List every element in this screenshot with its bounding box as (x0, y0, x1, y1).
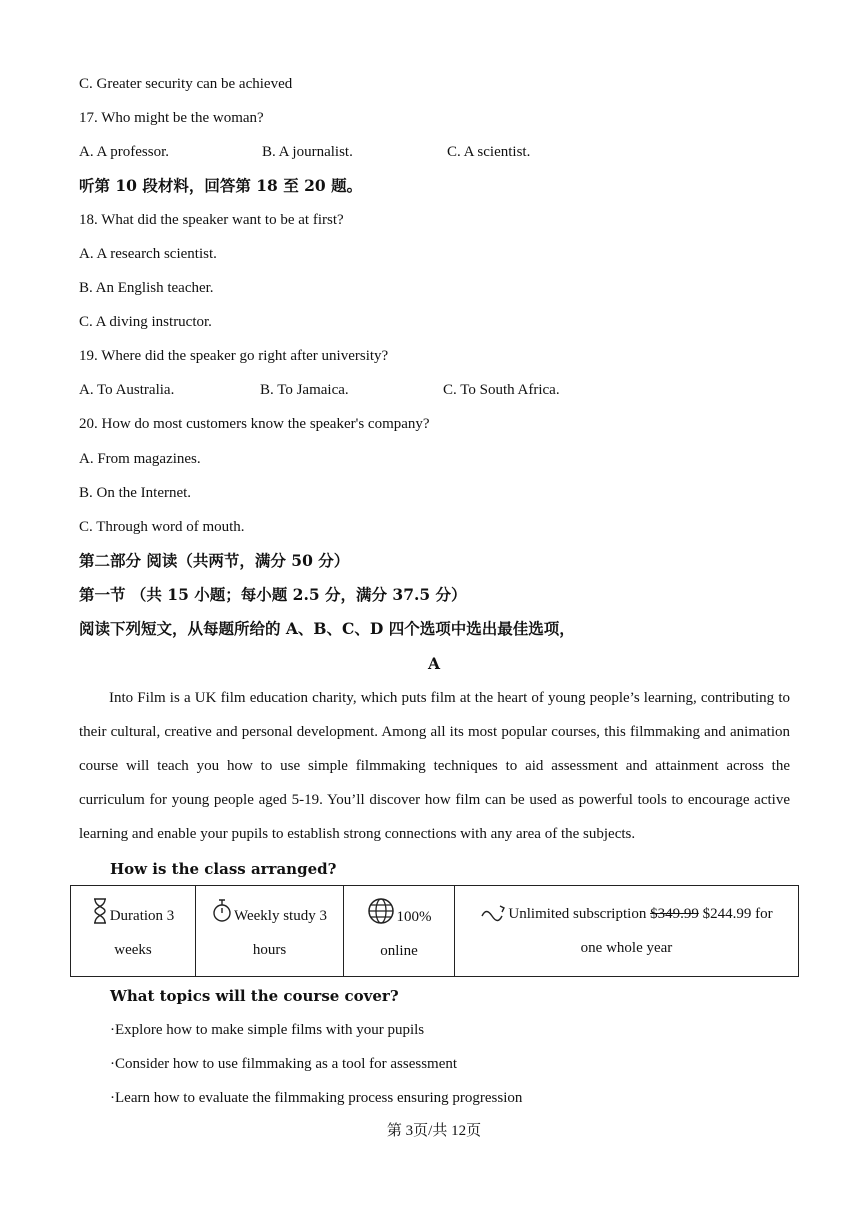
q17-option-b: B. A journalist. (262, 144, 353, 160)
q19-option-c: C. To South Africa. (443, 382, 560, 398)
topic-item: ·Learn how to evaluate the filmmaking process ensuring progression (110, 1090, 523, 1106)
q17-question: 17. Who might be the woman? (79, 110, 264, 126)
q19-question: 19. Where did the speaker go right after university? (79, 348, 389, 364)
section1-heading: 第一节 （共 15 小题；每小题 2.5 分，满分 37.5 分） (79, 585, 467, 604)
passage-text: Into Film is a UK film education charity, which puts film at the heart of young people’s learning, contributing to their cultural, creative and personal development. Among all its most popular courses, this filmmaking and animation course will teach you how to use simple filmmaking techniques to aid assessment and attainment across the curriculum for young people aged 5-19. You’ll discover how film can be used as powerful tools to encourage active learning and enable your pupils to establish strong connections with any area of the subjects. (79, 690, 790, 842)
duration-cell (71, 886, 196, 977)
new-price: $244.99 for (702, 906, 773, 922)
subscription-term: one whole year (580, 940, 673, 956)
infinity-icon (480, 903, 506, 933)
stopwatch-icon (212, 898, 232, 935)
q17-option-c: C. A scientist. (447, 144, 531, 160)
duration-value: Duration 3 (109, 907, 175, 924)
part2-heading: 第二部分 阅读（共两节，满分 50 分） (79, 551, 350, 570)
subscription-label: Unlimited subscription (508, 906, 647, 922)
section10-heading: 听第 10 段材料，回答第 18 至 20 题。 (79, 176, 363, 195)
weekly-study-unit: hours (252, 941, 287, 958)
hourglass-icon (92, 898, 108, 935)
online-label: online (380, 942, 418, 959)
old-price: $349.99 (650, 906, 699, 922)
arrange-heading: How is the class arranged? (110, 860, 337, 878)
duration-unit: weeks (114, 941, 152, 958)
q20-option-a: A. From magazines. (79, 451, 201, 467)
weekly-study-value: Weekly study 3 (234, 907, 327, 924)
passage-title: A (427, 654, 441, 673)
reading-instructions: 阅读下列短文，从每题所给的 A、B、C、D 四个选项中选出最佳选项， (79, 619, 575, 638)
q18-question: 18. What did the speaker want to be at first? (79, 212, 344, 228)
topic-item: ·Explore how to make simple films with your pupils (110, 1022, 425, 1038)
q19-option-a: A. To Australia. (79, 382, 175, 398)
arrangement-table (70, 885, 799, 977)
q20-option-c: C. Through word of mouth. (79, 519, 245, 535)
topics-heading: What topics will the course cover? (110, 987, 399, 1005)
passage-paragraph (79, 681, 790, 851)
q19-option-b: B. To Jamaica. (260, 382, 349, 398)
q16-option-c: C. Greater security can be achieved (79, 76, 293, 92)
globe-icon (367, 897, 395, 936)
subscription-cell (455, 886, 799, 977)
page-footer: 第 3页/共 12页 (386, 1123, 482, 1139)
weekly-study-cell (196, 886, 344, 977)
q18-option-a: A. A research scientist. (79, 246, 217, 262)
q17-option-a: A. A professor. (79, 144, 169, 160)
q18-option-b: B. An English teacher. (79, 280, 214, 296)
online-cell (344, 886, 455, 977)
q20-option-b: B. On the Internet. (79, 485, 192, 501)
q18-option-c: C. A diving instructor. (79, 314, 212, 330)
topic-item: ·Consider how to use filmmaking as a tool for assessment (110, 1056, 458, 1072)
online-percent: 100% (396, 908, 432, 925)
q20-question: 20. How do most customers know the speaker's company? (79, 416, 430, 432)
